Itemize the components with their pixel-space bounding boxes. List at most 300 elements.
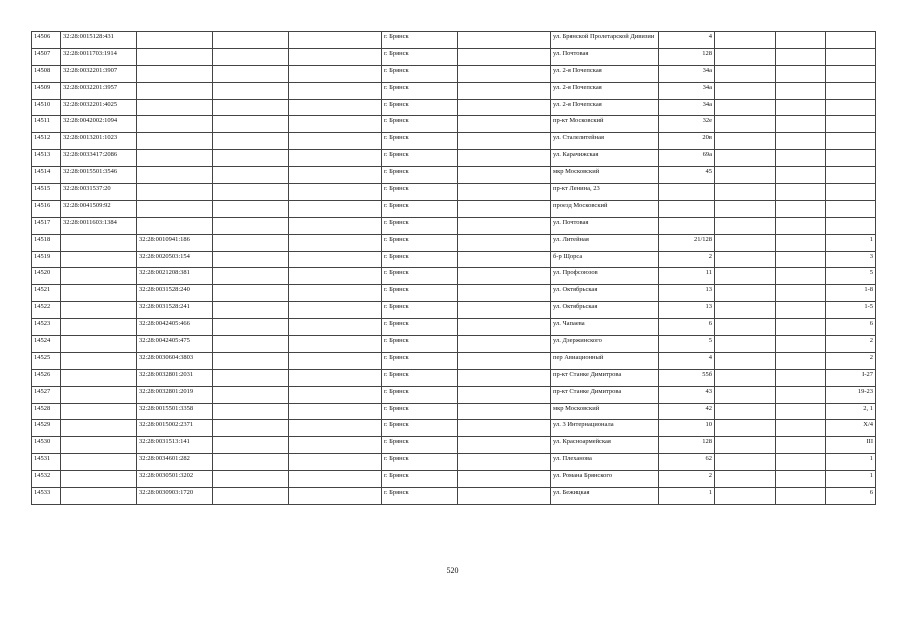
empty-cell xyxy=(715,217,776,234)
registry-table xyxy=(31,31,876,505)
empty-cell xyxy=(213,454,289,471)
street-cell: ул. 2-я Почепская xyxy=(551,82,659,99)
empty-cell xyxy=(289,65,382,82)
premises-cadastral-number-cell: 32:28:0010941:186 xyxy=(137,234,213,251)
house-number-cell: 32е xyxy=(659,116,715,133)
empty-cell xyxy=(213,336,289,353)
empty-cell xyxy=(776,336,826,353)
row-id-cell: 14508 xyxy=(32,65,61,82)
house-number-cell xyxy=(659,217,715,234)
cadastral-number-cell xyxy=(61,285,137,302)
premises-cadastral-number-cell xyxy=(137,133,213,150)
empty-cell xyxy=(213,200,289,217)
city-cell: г. Брянск xyxy=(382,420,458,437)
table-row xyxy=(32,285,876,302)
empty-cell xyxy=(715,488,776,505)
empty-cell xyxy=(776,369,826,386)
empty-cell xyxy=(776,471,826,488)
empty-cell xyxy=(289,285,382,302)
row-id-cell: 14516 xyxy=(32,200,61,217)
house-number-cell: 4 xyxy=(659,32,715,49)
empty-cell xyxy=(289,116,382,133)
row-id-cell: 14514 xyxy=(32,167,61,184)
row-id-cell: 14533 xyxy=(32,488,61,505)
empty-cell xyxy=(289,403,382,420)
empty-cell xyxy=(715,403,776,420)
row-id-cell: 14520 xyxy=(32,268,61,285)
house-number-cell: 34а xyxy=(659,65,715,82)
empty-cell xyxy=(458,285,551,302)
empty-cell xyxy=(289,150,382,167)
empty-cell xyxy=(776,302,826,319)
premises-cadastral-number-cell: 32:28:0020503:154 xyxy=(137,251,213,268)
empty-cell xyxy=(776,386,826,403)
empty-cell xyxy=(715,268,776,285)
empty-cell xyxy=(458,65,551,82)
street-cell: пр-кт Ленина, 23 xyxy=(551,184,659,201)
city-cell: г. Брянск xyxy=(382,437,458,454)
empty-cell xyxy=(289,386,382,403)
empty-cell xyxy=(289,471,382,488)
empty-cell xyxy=(715,200,776,217)
empty-cell xyxy=(776,319,826,336)
table-row xyxy=(32,48,876,65)
cadastral-number-cell xyxy=(61,454,137,471)
empty-cell xyxy=(289,32,382,49)
empty-cell xyxy=(715,82,776,99)
empty-cell xyxy=(458,234,551,251)
table-row xyxy=(32,234,876,251)
street-cell: ул. Почтовая xyxy=(551,217,659,234)
table-row xyxy=(32,133,876,150)
city-cell: г. Брянск xyxy=(382,234,458,251)
row-id-cell: 14513 xyxy=(32,150,61,167)
row-id-cell: 14523 xyxy=(32,319,61,336)
empty-cell xyxy=(715,369,776,386)
premises-number-cell xyxy=(826,184,876,201)
empty-cell xyxy=(213,437,289,454)
house-number-cell: 20в xyxy=(659,133,715,150)
empty-cell xyxy=(715,319,776,336)
cadastral-number-cell xyxy=(61,488,137,505)
city-cell: г. Брянск xyxy=(382,200,458,217)
premises-cadastral-number-cell: 32:28:0021208:381 xyxy=(137,268,213,285)
empty-cell xyxy=(776,200,826,217)
table-row xyxy=(32,488,876,505)
table-row xyxy=(32,99,876,116)
empty-cell xyxy=(213,386,289,403)
table-row xyxy=(32,369,876,386)
table-row xyxy=(32,336,876,353)
premises-number-cell: 1 xyxy=(826,454,876,471)
premises-cadastral-number-cell xyxy=(137,82,213,99)
empty-cell xyxy=(458,150,551,167)
premises-cadastral-number-cell: 32:28:0030903:1720 xyxy=(137,488,213,505)
row-id-cell: 14511 xyxy=(32,116,61,133)
empty-cell xyxy=(458,99,551,116)
table-row xyxy=(32,217,876,234)
empty-cell xyxy=(776,150,826,167)
cadastral-number-cell xyxy=(61,234,137,251)
premises-cadastral-number-cell: 32:28:0015002:2371 xyxy=(137,420,213,437)
city-cell: г. Брянск xyxy=(382,319,458,336)
house-number-cell: 11 xyxy=(659,268,715,285)
empty-cell xyxy=(213,32,289,49)
premises-cadastral-number-cell: 32:28:0030501:3202 xyxy=(137,471,213,488)
empty-cell xyxy=(458,116,551,133)
empty-cell xyxy=(776,234,826,251)
premises-cadastral-number-cell: 32:28:0031528:240 xyxy=(137,285,213,302)
empty-cell xyxy=(715,234,776,251)
row-id-cell: 14507 xyxy=(32,48,61,65)
premises-cadastral-number-cell: 32:28:0030604:3803 xyxy=(137,352,213,369)
empty-cell xyxy=(458,319,551,336)
house-number-cell: 2 xyxy=(659,251,715,268)
empty-cell xyxy=(289,48,382,65)
city-cell: г. Брянск xyxy=(382,184,458,201)
city-cell: г. Брянск xyxy=(382,268,458,285)
empty-cell xyxy=(715,251,776,268)
row-id-cell: 14515 xyxy=(32,184,61,201)
cadastral-number-cell: 32:28:0033417:2086 xyxy=(61,150,137,167)
cadastral-number-cell xyxy=(61,403,137,420)
cadastral-number-cell xyxy=(61,251,137,268)
cadastral-number-cell xyxy=(61,369,137,386)
street-cell: б-р Щорса xyxy=(551,251,659,268)
row-id-cell: 14509 xyxy=(32,82,61,99)
empty-cell xyxy=(458,48,551,65)
street-cell: ул. 2-я Почепская xyxy=(551,99,659,116)
house-number-cell: 21/128 xyxy=(659,234,715,251)
street-cell: пр-кт Станке Димитрова xyxy=(551,386,659,403)
cadastral-number-cell: 32:28:0031537:20 xyxy=(61,184,137,201)
street-cell: ул. Бежицкая xyxy=(551,488,659,505)
empty-cell xyxy=(715,285,776,302)
premises-cadastral-number-cell xyxy=(137,99,213,116)
cadastral-number-cell: 32:28:0041509:92 xyxy=(61,200,137,217)
row-id-cell: 14524 xyxy=(32,336,61,353)
empty-cell xyxy=(776,352,826,369)
premises-number-cell xyxy=(826,82,876,99)
house-number-cell: 10 xyxy=(659,420,715,437)
house-number-cell: 45 xyxy=(659,167,715,184)
cadastral-number-cell: 32:28:0011603:1384 xyxy=(61,217,137,234)
row-id-cell: 14531 xyxy=(32,454,61,471)
house-number-cell: 6 xyxy=(659,319,715,336)
street-cell: пр-кт Московский xyxy=(551,116,659,133)
row-id-cell: 14510 xyxy=(32,99,61,116)
empty-cell xyxy=(776,116,826,133)
empty-cell xyxy=(213,471,289,488)
empty-cell xyxy=(289,454,382,471)
house-number-cell: 62 xyxy=(659,454,715,471)
empty-cell xyxy=(213,352,289,369)
premises-cadastral-number-cell xyxy=(137,48,213,65)
street-cell: ул. Октябрьская xyxy=(551,302,659,319)
empty-cell xyxy=(776,403,826,420)
premises-cadastral-number-cell: 32:28:0031528:241 xyxy=(137,302,213,319)
empty-cell xyxy=(776,32,826,49)
empty-cell xyxy=(458,386,551,403)
premises-number-cell xyxy=(826,32,876,49)
cadastral-number-cell xyxy=(61,471,137,488)
premises-number-cell: 1 xyxy=(826,234,876,251)
empty-cell xyxy=(715,471,776,488)
cadastral-number-cell xyxy=(61,302,137,319)
table-row xyxy=(32,167,876,184)
row-id-cell: 14525 xyxy=(32,352,61,369)
empty-cell xyxy=(289,99,382,116)
empty-cell xyxy=(289,251,382,268)
city-cell: г. Брянск xyxy=(382,133,458,150)
empty-cell xyxy=(715,454,776,471)
cadastral-number-cell xyxy=(61,268,137,285)
empty-cell xyxy=(213,82,289,99)
house-number-cell xyxy=(659,184,715,201)
table-row xyxy=(32,454,876,471)
empty-cell xyxy=(458,133,551,150)
table-row xyxy=(32,437,876,454)
empty-cell xyxy=(213,150,289,167)
city-cell: г. Брянск xyxy=(382,403,458,420)
city-cell: г. Брянск xyxy=(382,48,458,65)
premises-number-cell: 5 xyxy=(826,268,876,285)
cadastral-number-cell: 32:28:0015501:3546 xyxy=(61,167,137,184)
empty-cell xyxy=(213,403,289,420)
premises-number-cell: 1-5 xyxy=(826,302,876,319)
city-cell: г. Брянск xyxy=(382,386,458,403)
premises-number-cell: 3 xyxy=(826,251,876,268)
row-id-cell: 14519 xyxy=(32,251,61,268)
cadastral-number-cell xyxy=(61,386,137,403)
empty-cell xyxy=(715,48,776,65)
table-row xyxy=(32,319,876,336)
house-number-cell xyxy=(659,200,715,217)
premises-cadastral-number-cell xyxy=(137,116,213,133)
empty-cell xyxy=(213,167,289,184)
empty-cell xyxy=(289,200,382,217)
empty-cell xyxy=(776,488,826,505)
premises-cadastral-number-cell xyxy=(137,167,213,184)
empty-cell xyxy=(289,167,382,184)
empty-cell xyxy=(213,48,289,65)
empty-cell xyxy=(213,65,289,82)
house-number-cell: 128 xyxy=(659,48,715,65)
premises-number-cell: 2, 1 xyxy=(826,403,876,420)
row-id-cell: 14522 xyxy=(32,302,61,319)
empty-cell xyxy=(458,352,551,369)
premises-cadastral-number-cell: 32:28:0034601:282 xyxy=(137,454,213,471)
street-cell: ул. Плеханова xyxy=(551,454,659,471)
empty-cell xyxy=(458,488,551,505)
premises-cadastral-number-cell xyxy=(137,217,213,234)
premises-number-cell: 6 xyxy=(826,319,876,336)
premises-number-cell xyxy=(826,150,876,167)
page-number: 520 xyxy=(446,566,459,575)
empty-cell xyxy=(213,488,289,505)
city-cell: г. Брянск xyxy=(382,82,458,99)
premises-number-cell: 2 xyxy=(826,336,876,353)
empty-cell xyxy=(776,82,826,99)
empty-cell xyxy=(458,82,551,99)
row-id-cell: 14532 xyxy=(32,471,61,488)
empty-cell xyxy=(776,251,826,268)
street-cell: пр-кт Станке Димитрова xyxy=(551,369,659,386)
cadastral-number-cell: 32:28:0032201:3957 xyxy=(61,82,137,99)
empty-cell xyxy=(458,454,551,471)
house-number-cell: 13 xyxy=(659,285,715,302)
city-cell: г. Брянск xyxy=(382,116,458,133)
street-cell: ул. Почтовая xyxy=(551,48,659,65)
house-number-cell: 34а xyxy=(659,82,715,99)
street-cell: ул. Карачижская xyxy=(551,150,659,167)
city-cell: г. Брянск xyxy=(382,217,458,234)
city-cell: г. Брянск xyxy=(382,369,458,386)
empty-cell xyxy=(715,386,776,403)
empty-cell xyxy=(776,437,826,454)
cadastral-number-cell: 32:28:0013201:1023 xyxy=(61,133,137,150)
empty-cell xyxy=(289,302,382,319)
empty-cell xyxy=(289,268,382,285)
empty-cell xyxy=(776,184,826,201)
street-cell: мкр Московский xyxy=(551,403,659,420)
empty-cell xyxy=(458,471,551,488)
table-row xyxy=(32,420,876,437)
empty-cell xyxy=(458,420,551,437)
cadastral-number-cell xyxy=(61,319,137,336)
empty-cell xyxy=(715,133,776,150)
empty-cell xyxy=(458,437,551,454)
row-id-cell: 14521 xyxy=(32,285,61,302)
premises-number-cell: 1-8 xyxy=(826,285,876,302)
empty-cell xyxy=(776,285,826,302)
premises-cadastral-number-cell: 32:28:0042405:466 xyxy=(137,319,213,336)
empty-cell xyxy=(289,420,382,437)
premises-number-cell: I-27 xyxy=(826,369,876,386)
table-row xyxy=(32,386,876,403)
empty-cell xyxy=(213,268,289,285)
house-number-cell: 13 xyxy=(659,302,715,319)
registry-rows xyxy=(32,32,876,505)
premises-number-cell xyxy=(826,116,876,133)
empty-cell xyxy=(458,268,551,285)
premises-cadastral-number-cell xyxy=(137,65,213,82)
street-cell: ул. Литейная xyxy=(551,234,659,251)
empty-cell xyxy=(213,420,289,437)
premises-cadastral-number-cell: 32:28:0031513:141 xyxy=(137,437,213,454)
premises-number-cell xyxy=(826,99,876,116)
cadastral-number-cell: 32:28:0032201:3907 xyxy=(61,65,137,82)
empty-cell xyxy=(458,336,551,353)
empty-cell xyxy=(458,32,551,49)
house-number-cell: 69а xyxy=(659,150,715,167)
empty-cell xyxy=(715,150,776,167)
row-id-cell: 14528 xyxy=(32,403,61,420)
city-cell: г. Брянск xyxy=(382,251,458,268)
premises-number-cell xyxy=(826,48,876,65)
empty-cell xyxy=(289,488,382,505)
empty-cell xyxy=(776,48,826,65)
table-row xyxy=(32,116,876,133)
empty-cell xyxy=(213,116,289,133)
empty-cell xyxy=(289,133,382,150)
empty-cell xyxy=(715,167,776,184)
table-row xyxy=(32,200,876,217)
premises-cadastral-number-cell: 32:28:0042405:475 xyxy=(137,336,213,353)
city-cell: г. Брянск xyxy=(382,150,458,167)
empty-cell xyxy=(289,437,382,454)
empty-cell xyxy=(776,99,826,116)
cadastral-number-cell xyxy=(61,420,137,437)
city-cell: г. Брянск xyxy=(382,471,458,488)
empty-cell xyxy=(715,437,776,454)
empty-cell xyxy=(289,319,382,336)
house-number-cell: 4 xyxy=(659,352,715,369)
row-id-cell: 14530 xyxy=(32,437,61,454)
empty-cell xyxy=(458,369,551,386)
empty-cell xyxy=(715,302,776,319)
table-row xyxy=(32,251,876,268)
empty-cell xyxy=(715,116,776,133)
row-id-cell: 14529 xyxy=(32,420,61,437)
city-cell: г. Брянск xyxy=(382,488,458,505)
empty-cell xyxy=(213,234,289,251)
premises-cadastral-number-cell xyxy=(137,200,213,217)
premises-number-cell: 1 xyxy=(826,471,876,488)
premises-cadastral-number-cell: 32:28:0015501:3358 xyxy=(137,403,213,420)
street-cell: ул. Октябрьская xyxy=(551,285,659,302)
city-cell: г. Брянск xyxy=(382,352,458,369)
empty-cell xyxy=(289,184,382,201)
premises-number-cell: III xyxy=(826,437,876,454)
house-number-cell: 2 xyxy=(659,471,715,488)
cadastral-number-cell xyxy=(61,437,137,454)
street-cell: ул. Сталелитейная xyxy=(551,133,659,150)
table-row xyxy=(32,150,876,167)
empty-cell xyxy=(715,32,776,49)
empty-cell xyxy=(289,336,382,353)
empty-cell xyxy=(213,184,289,201)
empty-cell xyxy=(213,319,289,336)
empty-cell xyxy=(289,369,382,386)
city-cell: г. Брянск xyxy=(382,336,458,353)
premises-number-cell: Х/4 xyxy=(826,420,876,437)
empty-cell xyxy=(776,65,826,82)
cadastral-number-cell: 32:28:0032201:4025 xyxy=(61,99,137,116)
premises-number-cell xyxy=(826,133,876,150)
table-row xyxy=(32,403,876,420)
city-cell: г. Брянск xyxy=(382,302,458,319)
table-row xyxy=(32,352,876,369)
empty-cell xyxy=(213,99,289,116)
empty-cell xyxy=(715,352,776,369)
empty-cell xyxy=(776,217,826,234)
empty-cell xyxy=(289,234,382,251)
street-cell: ул. 2-я Почепская xyxy=(551,65,659,82)
row-id-cell: 14518 xyxy=(32,234,61,251)
row-id-cell: 14527 xyxy=(32,386,61,403)
row-id-cell: 14526 xyxy=(32,369,61,386)
row-id-cell: 14506 xyxy=(32,32,61,49)
empty-cell xyxy=(213,285,289,302)
city-cell: г. Брянск xyxy=(382,32,458,49)
city-cell: г. Брянск xyxy=(382,285,458,302)
house-number-cell: 55б xyxy=(659,369,715,386)
empty-cell xyxy=(715,65,776,82)
street-cell: ул. Чапаева xyxy=(551,319,659,336)
street-cell: проезд Московский xyxy=(551,200,659,217)
empty-cell xyxy=(458,184,551,201)
